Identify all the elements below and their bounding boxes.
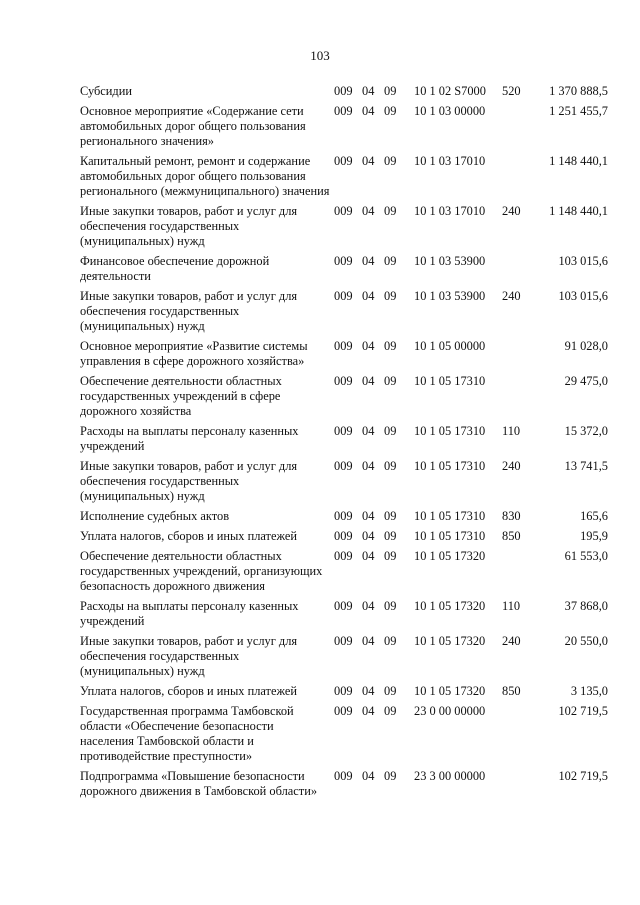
table-row	[80, 704, 608, 769]
budget-table-body	[80, 84, 608, 804]
expense-type-code: 110	[502, 599, 521, 613]
expense-type-code	[502, 374, 532, 424]
department-code: 009	[334, 424, 353, 438]
subsection-code: 09	[384, 769, 397, 783]
department-code: 009	[334, 254, 353, 268]
section-code: 04	[362, 374, 375, 388]
expense-name: Иные закупки товаров, работ и услуг для обеспечения государственных (муниципальных) нужд	[80, 204, 298, 248]
target-article-code: 10 1 05 17320	[414, 549, 486, 563]
section-code: 04	[362, 339, 375, 353]
amount: 1 251 455,7	[549, 104, 608, 118]
expense-name: Обеспечение деятельности областных государственных учреждений в сфере дорожного хозяйства	[80, 374, 282, 418]
expense-type-code	[502, 104, 532, 154]
subsection-code: 09	[384, 529, 397, 543]
expense-type-code: 520	[502, 84, 521, 98]
subsection-code: 09	[384, 374, 397, 388]
amount: 102 719,5	[558, 704, 608, 718]
subsection-code: 09	[384, 634, 397, 648]
section-code: 04	[362, 424, 375, 438]
subsection-code: 09	[384, 684, 397, 698]
target-article-code: 10 1 02 S7000	[414, 84, 486, 98]
target-article-code: 10 1 03 53900	[414, 254, 486, 268]
section-code: 04	[362, 289, 375, 303]
target-article-code: 10 1 05 17310	[414, 509, 486, 523]
expense-name: Обеспечение деятельности областных государственных учреждений, организующих безопасность дорожного движения	[80, 549, 323, 593]
amount: 165,6	[580, 509, 608, 523]
subsection-code: 09	[384, 289, 397, 303]
amount: 1 370 888,5	[549, 84, 608, 98]
subsection-code: 09	[384, 549, 397, 563]
amount: 13 741,5	[564, 459, 608, 473]
expense-name: Государственная программа Тамбовской области «Обеспечение безопасности населения Тамбовской области и противодействие преступности»	[80, 704, 294, 763]
amount: 102 719,5	[558, 769, 608, 783]
department-code: 009	[334, 84, 353, 98]
expense-type-code	[502, 704, 532, 769]
subsection-code: 09	[384, 339, 397, 353]
expense-type-code: 240	[502, 459, 521, 473]
section-code: 04	[362, 459, 375, 473]
subsection-code: 09	[384, 459, 397, 473]
section-code: 04	[362, 509, 375, 523]
department-code: 009	[334, 704, 353, 718]
target-article-code: 10 1 03 00000	[414, 104, 486, 118]
target-article-code: 10 1 03 53900	[414, 289, 486, 303]
table-row	[80, 529, 608, 549]
target-article-code: 10 1 03 17010	[414, 204, 486, 218]
expense-name: Субсидии	[80, 84, 132, 98]
department-code: 009	[334, 529, 353, 543]
subsection-code: 09	[384, 704, 397, 718]
department-code: 009	[334, 599, 353, 613]
subsection-code: 09	[384, 254, 397, 268]
amount: 103 015,6	[558, 289, 608, 303]
table-row	[80, 84, 608, 104]
expense-type-code: 830	[502, 509, 521, 523]
table-row	[80, 509, 608, 529]
table-row	[80, 154, 608, 204]
expense-type-code	[502, 154, 532, 204]
amount: 103 015,6	[558, 254, 608, 268]
expense-type-code: 240	[502, 204, 521, 218]
section-code: 04	[362, 204, 375, 218]
amount: 29 475,0	[564, 374, 608, 388]
section-code: 04	[362, 254, 375, 268]
expense-type-code: 110	[502, 424, 521, 438]
amount: 15 372,0	[564, 424, 608, 438]
expense-name: Расходы на выплаты персоналу казенных учреждений	[80, 599, 299, 628]
subsection-code: 09	[384, 424, 397, 438]
expense-type-code	[502, 254, 532, 289]
table-row	[80, 254, 608, 289]
amount: 1 148 440,1	[549, 204, 608, 218]
department-code: 009	[334, 769, 353, 783]
target-article-code: 10 1 05 17320	[414, 684, 486, 698]
section-code: 04	[362, 104, 375, 118]
table-row	[80, 684, 608, 704]
target-article-code: 23 0 00 00000	[414, 704, 486, 718]
table-row	[80, 424, 608, 459]
target-article-code: 10 1 03 17010	[414, 154, 486, 168]
table-row	[80, 104, 608, 154]
expense-type-code	[502, 769, 532, 804]
department-code: 009	[334, 339, 353, 353]
amount: 1 148 440,1	[549, 154, 608, 168]
expense-name: Основное мероприятие «Развитие системы управления в сфере дорожного хозяйства»	[80, 339, 308, 368]
expense-name: Иные закупки товаров, работ и услуг для обеспечения государственных (муниципальных) нужд	[80, 289, 298, 333]
department-code: 009	[334, 204, 353, 218]
expense-name: Уплата налогов, сборов и иных платежей	[80, 684, 298, 698]
table-row	[80, 339, 608, 374]
expense-type-code: 850	[502, 684, 521, 698]
expense-name: Основное мероприятие «Содержание сети автомобильных дорог общего пользования регионального значения»	[80, 104, 306, 148]
table-row	[80, 549, 608, 599]
section-code: 04	[362, 154, 375, 168]
target-article-code: 10 1 05 17310	[414, 424, 486, 438]
subsection-code: 09	[384, 104, 397, 118]
section-code: 04	[362, 599, 375, 613]
target-article-code: 10 1 05 17310	[414, 459, 486, 473]
subsection-code: 09	[384, 204, 397, 218]
table-row	[80, 374, 608, 424]
expense-type-code: 240	[502, 634, 521, 648]
section-code: 04	[362, 684, 375, 698]
expense-name: Капитальный ремонт, ремонт и содержание автомобильных дорог общего пользования регионального (межмуниципального) значения	[80, 154, 330, 198]
budget-table	[80, 84, 608, 804]
expense-type-code: 240	[502, 289, 521, 303]
subsection-code: 09	[384, 509, 397, 523]
expense-name: Подпрограмма «Повышение безопасности дорожного движения в Тамбовской области»	[80, 769, 318, 798]
section-code: 04	[362, 704, 375, 718]
department-code: 009	[334, 104, 353, 118]
target-article-code: 10 1 05 17320	[414, 599, 486, 613]
amount: 3 135,0	[570, 684, 608, 698]
subsection-code: 09	[384, 84, 397, 98]
target-article-code: 10 1 05 17310	[414, 529, 486, 543]
subsection-code: 09	[384, 154, 397, 168]
department-code: 009	[334, 154, 353, 168]
target-article-code: 10 1 05 17310	[414, 374, 486, 388]
department-code: 009	[334, 289, 353, 303]
department-code: 009	[334, 374, 353, 388]
table-row	[80, 599, 608, 634]
table-row	[80, 634, 608, 684]
section-code: 04	[362, 84, 375, 98]
table-row	[80, 204, 608, 254]
section-code: 04	[362, 529, 375, 543]
department-code: 009	[334, 634, 353, 648]
page-number: 103	[310, 48, 330, 63]
expense-name: Уплата налогов, сборов и иных платежей	[80, 529, 298, 543]
target-article-code: 10 1 05 00000	[414, 339, 486, 353]
table-row	[80, 289, 608, 339]
table-row	[80, 459, 608, 509]
amount: 20 550,0	[564, 634, 608, 648]
subsection-code: 09	[384, 599, 397, 613]
expense-type-code	[502, 549, 532, 599]
department-code: 009	[334, 459, 353, 473]
amount: 37 868,0	[564, 599, 608, 613]
expense-name: Исполнение судебных актов	[80, 509, 230, 523]
amount: 61 553,0	[564, 549, 608, 563]
expense-name: Иные закупки товаров, работ и услуг для обеспечения государственных (муниципальных) нужд	[80, 459, 298, 503]
department-code: 009	[334, 509, 353, 523]
amount: 91 028,0	[564, 339, 608, 353]
amount: 195,9	[580, 529, 608, 543]
table-row	[80, 769, 608, 804]
department-code: 009	[334, 549, 353, 563]
target-article-code: 10 1 05 17320	[414, 634, 486, 648]
section-code: 04	[362, 549, 375, 563]
expense-name: Финансовое обеспечение дорожной деятельности	[80, 254, 270, 283]
expense-name: Расходы на выплаты персоналу казенных учреждений	[80, 424, 299, 453]
section-code: 04	[362, 769, 375, 783]
expense-name: Иные закупки товаров, работ и услуг для обеспечения государственных (муниципальных) нужд	[80, 634, 298, 678]
expense-type-code: 850	[502, 529, 521, 543]
department-code: 009	[334, 684, 353, 698]
expense-type-code	[502, 339, 532, 374]
target-article-code: 23 3 00 00000	[414, 769, 486, 783]
section-code: 04	[362, 634, 375, 648]
